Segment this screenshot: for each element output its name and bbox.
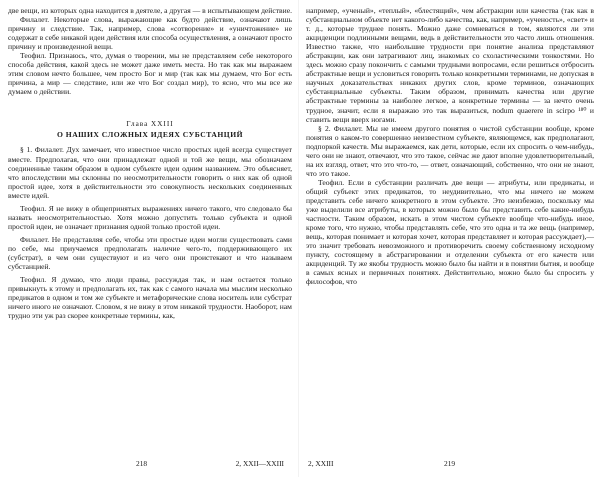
paragraph: § 2. Филалет. Мы не имеем другого понятия о чистой субстанции вообще, кроме понятия о каком-то совершенно неизвестном субъекте, являющемся, как предполагают, подпоркой качеств. Мы выражаемся, как дети, которые, если их спросить о чем-нибудь, чего они не знают, отвечают, что это такое, сейчас же дают вполне удовлетворительный, на их взгляд, ответ, что это что-то, — ответ, означающий, собственно, что они не знают, что это такое. (306, 123, 594, 178)
paragraph: Теофил. Я думаю, что люди правы, рассуждая так, и нам остается только привыкнуть к этому и предполагать их, так как с самого начала мы мыслим несколько предикатов в одном и том же субъекте и метафорические слова носитель или субстрат ничего иного не означают. Словом, я не вижу в этом никакой трудности. Наоборот, нам трудно эти уж раз скорее конкретные термины, как, (8, 275, 292, 321)
page-number: 219 (444, 459, 456, 468)
chapter-number: Глава XXIII (126, 120, 174, 129)
page-number: 218 (136, 459, 148, 468)
left-page (8, 6, 298, 477)
right-page (304, 6, 594, 477)
paragraph: Теофил. Если в субстанции различать две вещи — атрибуты, или предикаты, и общий субъект этих предикатов, то неудивительно, что мы ничего не можем представить себе ничего конкретного в этом субъекте. Это неизбежно, поскольку мы уже выделили все атрибуты, в которых можно было бы представить себе какие-нибудь частности. Таким образом, искать в этом чистом субъекте вообще что-нибудь иное, кроме того, что нужно, чтобы представлять себе, что это одна и та же вещь (например, вещь, которая понимает и которая хочет, которая представляет и которая рассуждает),— это значит требовать невозможного и противоречить своему собственному исходному пункту, состоящему в абстрагировании и отделении субъекта от его качеств или акциденций. Ту же якобы трудность можно было бы найти и в понятии бытия, и вообще в самых ясных и первичных понятиях. Действительно, можно было бы спросить у философов, что (306, 177, 594, 287)
paragraph: Филалет. Некоторые слова, выражающие как будто действие, означают лишь причину и следствие. Так, например, слова «сотворение» и «уничтожение» не содержат в себе никакой идеи действия или способа осуществления, а означают просто причину и произведенной вещи. (8, 15, 292, 52)
section-reference: 2, XXIII (308, 459, 334, 468)
paragraph: две вещи, из которых одна находится в деятеле, а другая — в испытывающем действие. (8, 6, 292, 15)
left-page-footer (8, 459, 288, 469)
chapter-title: О НАШИХ СЛОЖНЫХ ИДЕЯХ СУБСТАНЦИЙ (56, 130, 244, 140)
paragraph: Филалет. Не представляя себе, чтобы эти простые идеи могли существовать сами по себе, мы приучаемся предполагать наличие чего-то, поддерживающего их (субстрат), в чем они существуют и из чего они проистекают и что называем субстанцией. (8, 234, 292, 272)
paragraph: Теофил. Я не вижу в общепринятых выражениях ничего такого, что следовало бы назвать неосмотрительностью. Хотя можно допустить только субъекта и одной простой идеи, не означает признания одной только простой идеи. (8, 203, 292, 231)
paragraph: например, «ученый», «теплый», «блестящий», чем абстракции или качества (так как в субстанциальном объекте нет какого-либо качества, как, например, «ученость», «свет» и т. д., которые труднее понять. Можно даже сомневаться в том, являются ли эти акциденции подлинными вещами, ведь в действительности это часто лишь отношения. Известно также, что наибольшие трудности при понятие анализа представляют абстракции, как они затрагивают лиц, знакомых со схоластическими тонкостями. Но здесь можно сразу покончить с самыми трудными вопросами, если решиться отбросить абстрактные вещи и условиться говорить только конкретными терминами, не допуская в научных доказательствах никаких других слов, кроме терминов, означающих субстанциальные субъекты. Таким образом, принимать качества или другие абстрактные термины за наиболее легкое, а конкретные термины — за нечто очень трудное, значит, если я выражаю это так выразиться, nodum quaerere in scirpo ¹⁸⁰ и ставить вещи вверх ногами. (306, 6, 594, 124)
section-reference: 2, XXII—XXIII (235, 459, 284, 468)
right-page-footer (306, 459, 586, 469)
paragraph: § 1. Филалет. Дух замечает, что известное число простых идей всегда существует вместе. Предполагая, что они принадлежат одной и той же вещи, мы обозначаем соединенные таким образом в одном субъекте идеи одним названием. Это объясняет, что впоследствии мы склонны по неосмотрительности говорить о них как об одной простой идее, хотя в действительности это совокупность нескольких соединенных вместе идей. (8, 145, 292, 200)
paragraph: Теофил. Признаюсь, что, думая о творении, мы не представляем себе некоторого способа действия, какой здесь не может даже иметь места. Но так как мы выражаем этим словом нечто большее, чем просто Бог и мир (так как мы думаем, что Бог есть причина, а мир — следствие, или же что Бог создал мир), то ясно, что мы все же думаем о действии. (8, 51, 292, 97)
page-gutter (298, 0, 299, 477)
